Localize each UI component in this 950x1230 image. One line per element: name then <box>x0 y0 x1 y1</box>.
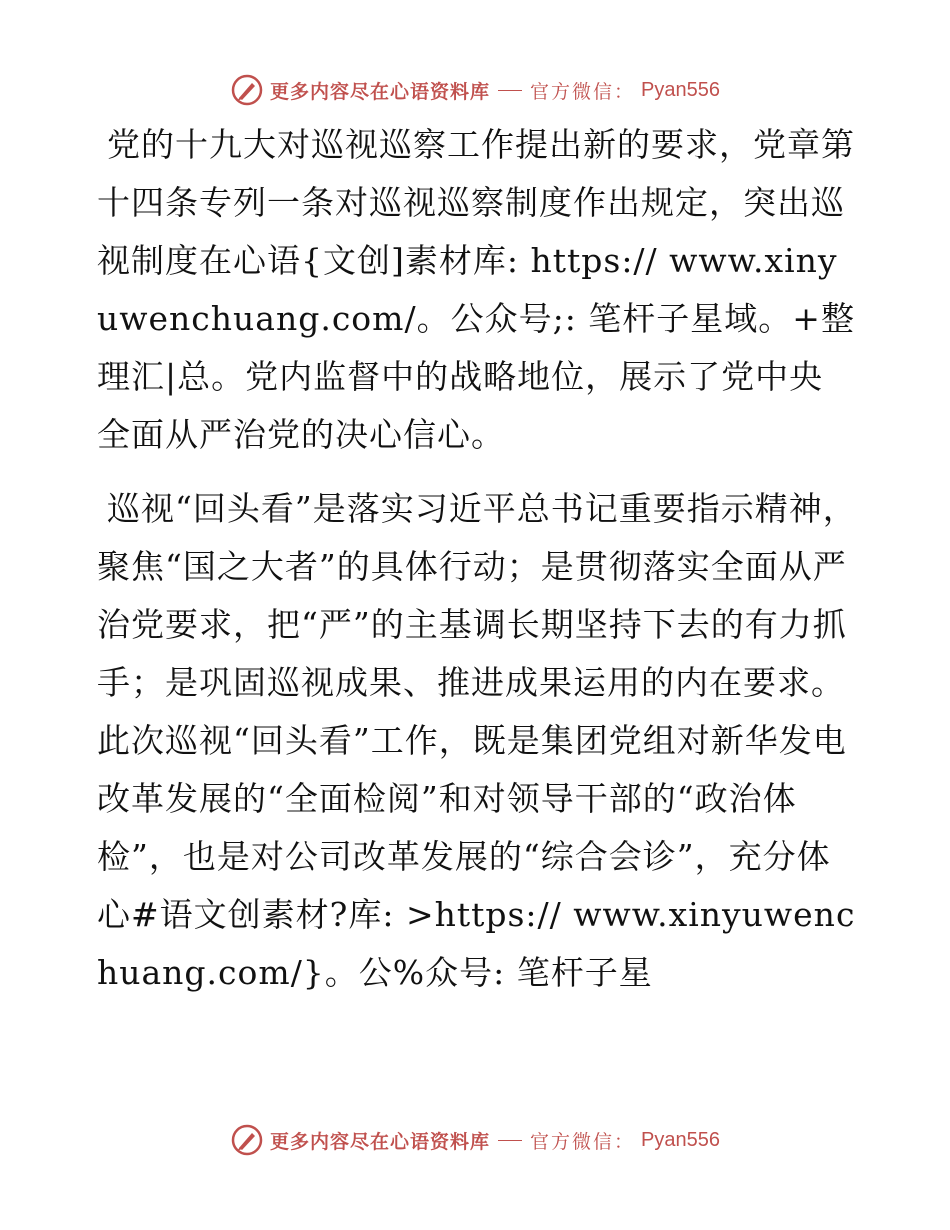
paragraph-2: 巡视“回头看”是落实习近平总书记重要指示精神，聚焦“国之大者”的具体行动；是贯彻落实全面从严治党要求，把“严”的主基调长期坚持下去的有力抓手；是巩固巡视成果、推进成果运用的内在要求。此次巡视“回头看”工作，既是集团党组对新华发电改革发展的“全面检阅”和对领导干部的“政治体检”，也是对公司改革发展的“综合会诊”，充分体心#语文创素材?库: >https:// www.xinyuwenchuang.com/}。公%众号: 笔杆子星 <box>97 489 857 992</box>
pen-logo-icon <box>230 73 264 107</box>
footer-banner <box>0 1122 950 1158</box>
banner-wechat-id: Pyan556 <box>641 1128 720 1151</box>
header-banner <box>0 72 950 108</box>
banner-wechat-id: Pyan556 <box>641 78 720 101</box>
banner-divider <box>498 90 522 91</box>
banner-title: 更多内容尽在心语资料库 <box>270 80 491 103</box>
paragraph-1: 党的十九大对巡视巡察工作提出新的要求，党章第十四条专列一条对巡视巡察制度作出规定，突出巡视制度在心语{文创]素材库: https:// www.xinyuwenchuang.com/。公众号;: 笔杆子星域。+整理汇|总。党内监督中的战略地位，展示了党中央全面从严治党的决心信心。 <box>97 125 855 454</box>
banner-label: 官方微信： <box>530 1130 636 1153</box>
banner-title: 更多内容尽在心语资料库 <box>270 1130 491 1153</box>
banner-label: 官方微信： <box>530 80 636 103</box>
banner-divider <box>498 1140 522 1141</box>
pen-logo-icon <box>230 1123 264 1157</box>
document-body <box>97 116 857 1002</box>
